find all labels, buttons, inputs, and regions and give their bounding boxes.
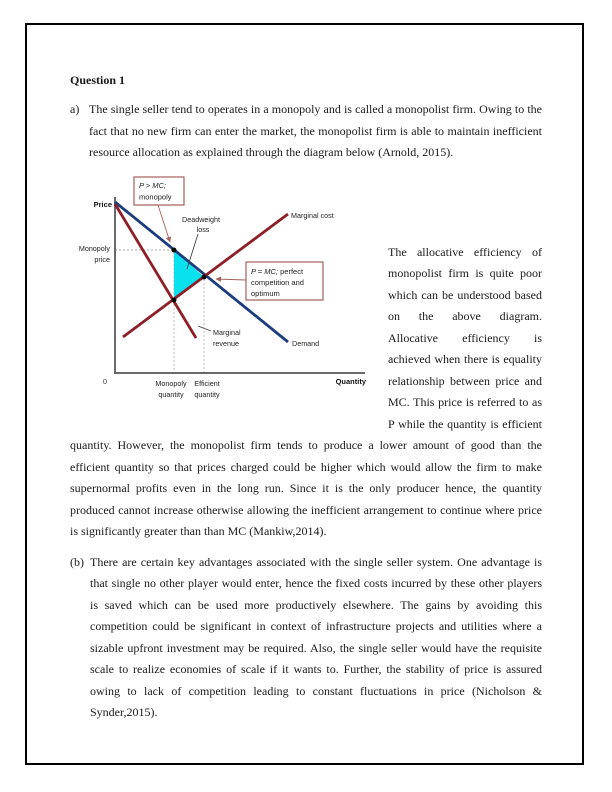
marginal-revenue-label-line2: revenue — [213, 338, 239, 348]
monopoly-quantity-label-line2: quantity — [158, 389, 184, 399]
monopoly-price-label-line1: Monopoly — [78, 243, 110, 253]
efficient-quantity-label-line2: quantity — [194, 389, 220, 399]
competition-callout-rest3: optimum — [251, 288, 280, 298]
page-content — [70, 73, 542, 724]
monopoly-callout-arrow — [158, 205, 170, 242]
efficient-point-dot — [202, 274, 207, 279]
paragraph-a — [70, 99, 542, 164]
deadweight-loss-label-line1: Deadweight — [182, 214, 220, 224]
competition-callout-arrow — [216, 279, 246, 280]
mr-mc-intersection-dot — [172, 297, 177, 302]
origin-label: 0 — [102, 376, 108, 386]
paragraph-a-text: The single seller tend to operates in a monopoly and is called a monopolist firm. Owing to the fact that no new firm can enter the market, the monopolist firm is able to maintain inefficient resource allocation as explained through the diagram below (Arnold, 2015). — [89, 102, 542, 159]
monopoly-callout-formula: P > MC; — [139, 180, 167, 190]
monopoly-callout-rest: monopoly — [139, 192, 172, 201]
marginal-revenue-pointer-line — [198, 326, 211, 331]
competition-callout-rest1: perfect — [278, 266, 304, 276]
marginal-cost-label: Marginal cost — [291, 210, 334, 220]
paragraph-b — [70, 552, 542, 724]
marginal-revenue-label-line1: Marginal — [213, 327, 241, 337]
monopoly-diagram — [70, 175, 370, 400]
monopoly-figure — [70, 175, 388, 415]
demand-label: Demand — [292, 338, 320, 348]
quantity-axis-label: Quantity — [335, 376, 366, 386]
paragraph-wrap: The allocative efficiency of monopolist firm is quite poor which can be understood based on the above diagram. Allocative efficiency is achieved when there is equality relationship between price and MC. This price is referred to as P while the quantity is efficient quantity. However, the monopolist firm tends to produce a lower amount of good than the efficient quantity so that prices charged could be higher which would allow the firm to make supernormal profits even in the long run. Since it is the only producer hence, the quantity produced cannot increase otherwise allowing the inefficient arrangement to continue where price is significantly greater than than MC (Mankiw,2014). — [70, 244, 542, 538]
deadweight-loss-triangle — [174, 250, 204, 300]
competition-callout-rest2: competition and — [251, 277, 304, 287]
price-axis-label: Price — [93, 199, 112, 209]
monopoly-price-label-line2: price — [94, 254, 110, 264]
list-marker-a: a) — [70, 102, 80, 116]
monopoly-point-dot — [172, 247, 177, 252]
svg-text:P = MC; perfect — [251, 267, 304, 276]
efficient-quantity-label-line1: Efficient — [194, 378, 220, 388]
question-heading: Question 1 — [70, 73, 126, 87]
deadweight-loss-label-line2: loss — [196, 224, 210, 234]
competition-callout-formula: P = MC; — [251, 266, 279, 276]
monopoly-quantity-label-line1: Monopoly — [155, 378, 187, 388]
axes-lines — [115, 197, 365, 373]
paragraph-b-text: There are certain key advantages associated with the single seller system. One advantage is that single no other player would enter, hence the fixed costs incurred by these other players is saved which can be used more productively elsewhere. The gains by avoiding this competition could be significant in context of infrastructure projects and utilities where a sizable upfront investment may be required. Also, the single seller would have the requisite scale to realize economies of scale if it wants to. Further, the stability of price is assured owing to lack of competition leading to constant fluctuations in price (Nicholson & Synder,2015). — [90, 554, 542, 719]
list-marker-b: (b) — [70, 554, 84, 569]
